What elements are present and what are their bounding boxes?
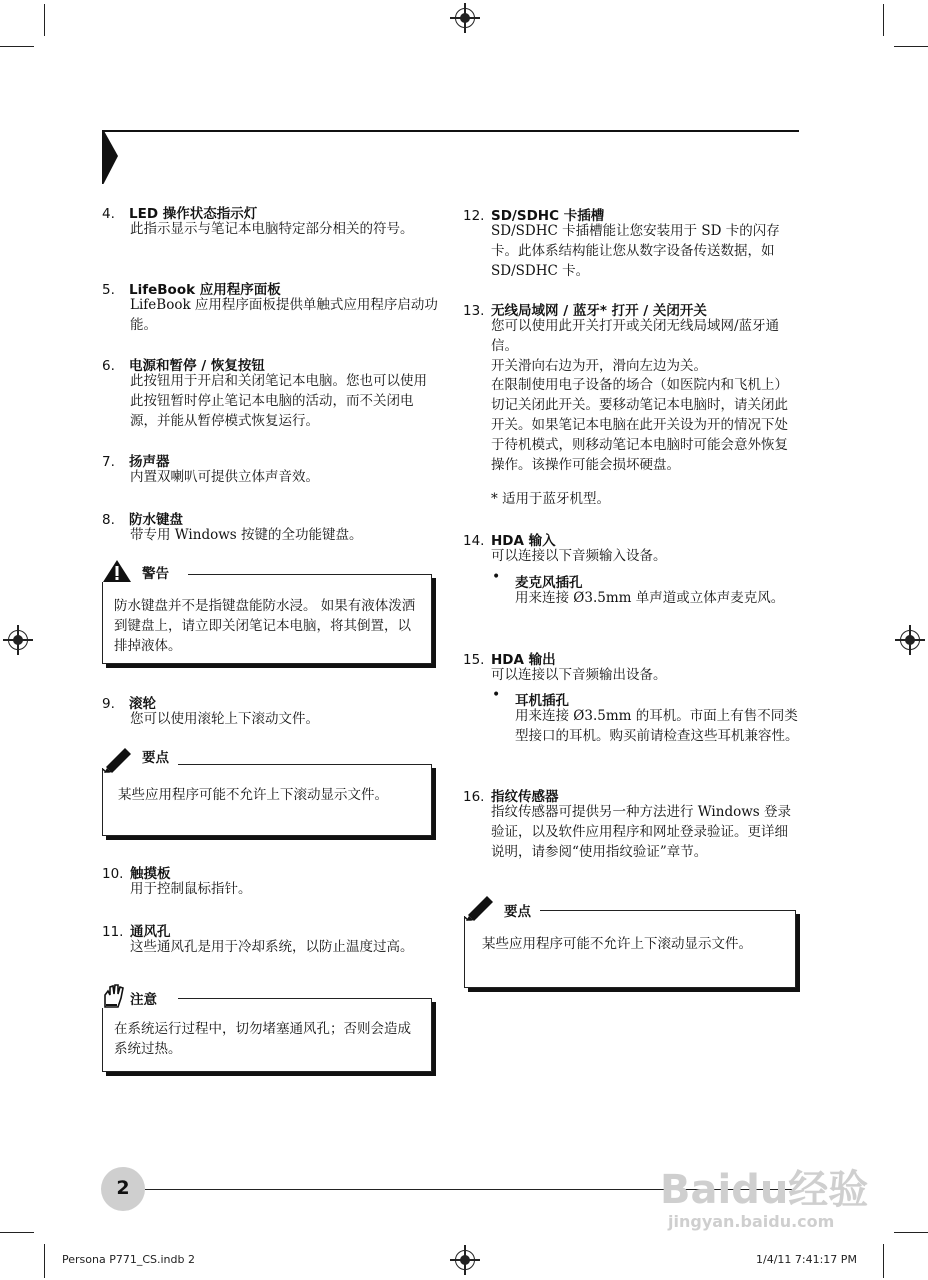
page-number: 2 <box>116 1177 130 1199</box>
section-15-heading: 15. HDA 输出 <box>463 652 556 668</box>
warning-text: 防水键盘并不是指键盘能防水浸。 如果有液体泼洒到键盘上，请立即关闭笔记本电脑，将其倒置，以排掉液体。 <box>114 598 416 654</box>
section-13-p1: 您可以使用此开关打开或关闭无线局域网/蓝牙通信。 <box>491 318 780 354</box>
footer-timestamp: 1/4/11 7:41:17 PM <box>756 1253 857 1266</box>
watermark-url: jingyan.baidu.com <box>668 1212 835 1231</box>
bullet-icon: • <box>492 569 501 585</box>
section-11-body: 这些通风孔是用于冷却系统，以防止温度过高。 <box>130 939 414 955</box>
mic-jack-body: 用来连接 Ø3.5mm 单声道或立体声麦克风。 <box>515 590 785 606</box>
section-10-body: 用于控制鼠标指针。 <box>130 881 252 897</box>
caution-text: 在系统运行过程中，切勿堵塞通风孔；否则会造成系统过热。 <box>114 1021 411 1057</box>
pencil-note-icon <box>103 741 135 773</box>
crop-mark <box>883 4 884 36</box>
caution-title: 注意 <box>126 988 161 1008</box>
section-6-heading: 6. 电源和暂停 / 恢复按钮 <box>102 358 265 374</box>
section-14-body: 可以连接以下音频输入设备。 <box>491 548 667 564</box>
section-5-heading: 5. LifeBook 应用程序面板 <box>102 282 281 298</box>
section-16-heading: 16. 指纹传感器 <box>463 789 559 805</box>
section-13-heading: 13. 无线局域网 / 蓝牙* 打开 / 关闭开关 <box>463 303 707 319</box>
section-13-p2: 开关滑向右边为开，滑向左边为关。 <box>491 358 707 374</box>
registration-mark-icon <box>455 8 475 28</box>
section-16-body: 指纹传感器可提供另一种方法进行 Windows 登录验证，以及软件应用程序和网址登录验证。更详细说明，请参阅“使用指纹验证”章节。 <box>491 804 791 860</box>
crop-mark <box>44 1244 45 1278</box>
note-text: 某些应用程序可能不允许上下滚动显示文件。 <box>482 936 752 952</box>
headphone-jack-body: 用来连接 Ø3.5mm 的耳机。市面上有售不同类型接口的耳机。购买前请检查这些耳机兼容性。 <box>515 708 799 744</box>
footer-filename: Persona P771_CS.indb 2 <box>62 1253 195 1266</box>
crop-mark <box>44 4 45 36</box>
crop-mark <box>0 46 34 47</box>
registration-mark-icon <box>455 1250 475 1270</box>
crop-mark <box>883 1244 884 1278</box>
note-title: 要点 <box>138 746 173 766</box>
section-12-heading: 12. SD/SDHC 卡插槽 <box>463 208 605 224</box>
headphone-jack-title: 耳机插孔 <box>515 693 569 709</box>
section-10-heading: 10. 触摸板 <box>102 866 171 882</box>
warning-triangle-icon <box>102 559 132 583</box>
section-13-footnote: * 适用于蓝牙机型。 <box>491 491 611 507</box>
section-15-body: 可以连接以下音频输出设备。 <box>491 667 667 683</box>
mic-jack-title: 麦克风插孔 <box>515 575 583 591</box>
pencil-note-icon <box>465 889 497 921</box>
header-corner-icon <box>102 130 120 186</box>
crop-mark <box>0 1232 34 1233</box>
section-11-heading: 11. 通风孔 <box>102 924 171 940</box>
section-14-heading: 14. HDA 输入 <box>463 533 556 549</box>
section-9-body: 您可以使用滚轮上下滚动文件。 <box>130 711 319 727</box>
section-7-body: 内置双喇叭可提供立体声音效。 <box>130 469 319 485</box>
section-8-heading: 8. 防水键盘 <box>102 512 183 528</box>
watermark-logo: Baidu经验 <box>660 1167 869 1213</box>
caution-hand-icon <box>102 983 126 1009</box>
section-4-heading: 4. LED 操作状态指示灯 <box>102 206 258 222</box>
note-title: 要点 <box>500 900 535 920</box>
section-4-body: 此指示显示与笔记本电脑特定部分相关的符号。 <box>130 221 414 237</box>
crop-mark <box>894 46 928 47</box>
section-9-heading: 9. 滚轮 <box>102 696 156 712</box>
section-8-body: 带专用 Windows 按键的全功能键盘。 <box>130 527 363 543</box>
section-13-p3: 在限制使用电子设备的场合（如医院内和飞机上）切记关闭此开关。要移动笔记本电脑时，请关闭此开关。如果笔记本电脑在此开关设为开的情况下处于待机模式，则移动笔记本电脑时可能会意外恢复操作。该操作可能会损坏硬盘。 <box>491 377 788 473</box>
registration-mark-icon <box>900 630 920 650</box>
section-7-heading: 7. 扬声器 <box>102 454 170 470</box>
header-rule <box>102 130 799 132</box>
registration-mark-icon <box>8 630 28 650</box>
bullet-icon: • <box>492 687 501 703</box>
section-12-body: SD/SDHC 卡插槽能让您安装用于 SD 卡的闪存卡。此体系结构能让您从数字设备传送数据，如 SD/SDHC 卡。 <box>491 223 780 279</box>
note-text: 某些应用程序可能不允许上下滚动显示文件。 <box>118 787 388 803</box>
section-6-body: 此按钮用于开启和关闭笔记本电脑。您也可以使用此按钮暂时停止笔记本电脑的活动，而不关闭电源，并能从暂停模式恢复运行。 <box>130 373 427 429</box>
section-5-body: LifeBook 应用程序面板提供单触式应用程序启动功能。 <box>130 297 438 333</box>
crop-mark <box>894 1232 928 1233</box>
warning-title: 警告 <box>138 562 173 582</box>
